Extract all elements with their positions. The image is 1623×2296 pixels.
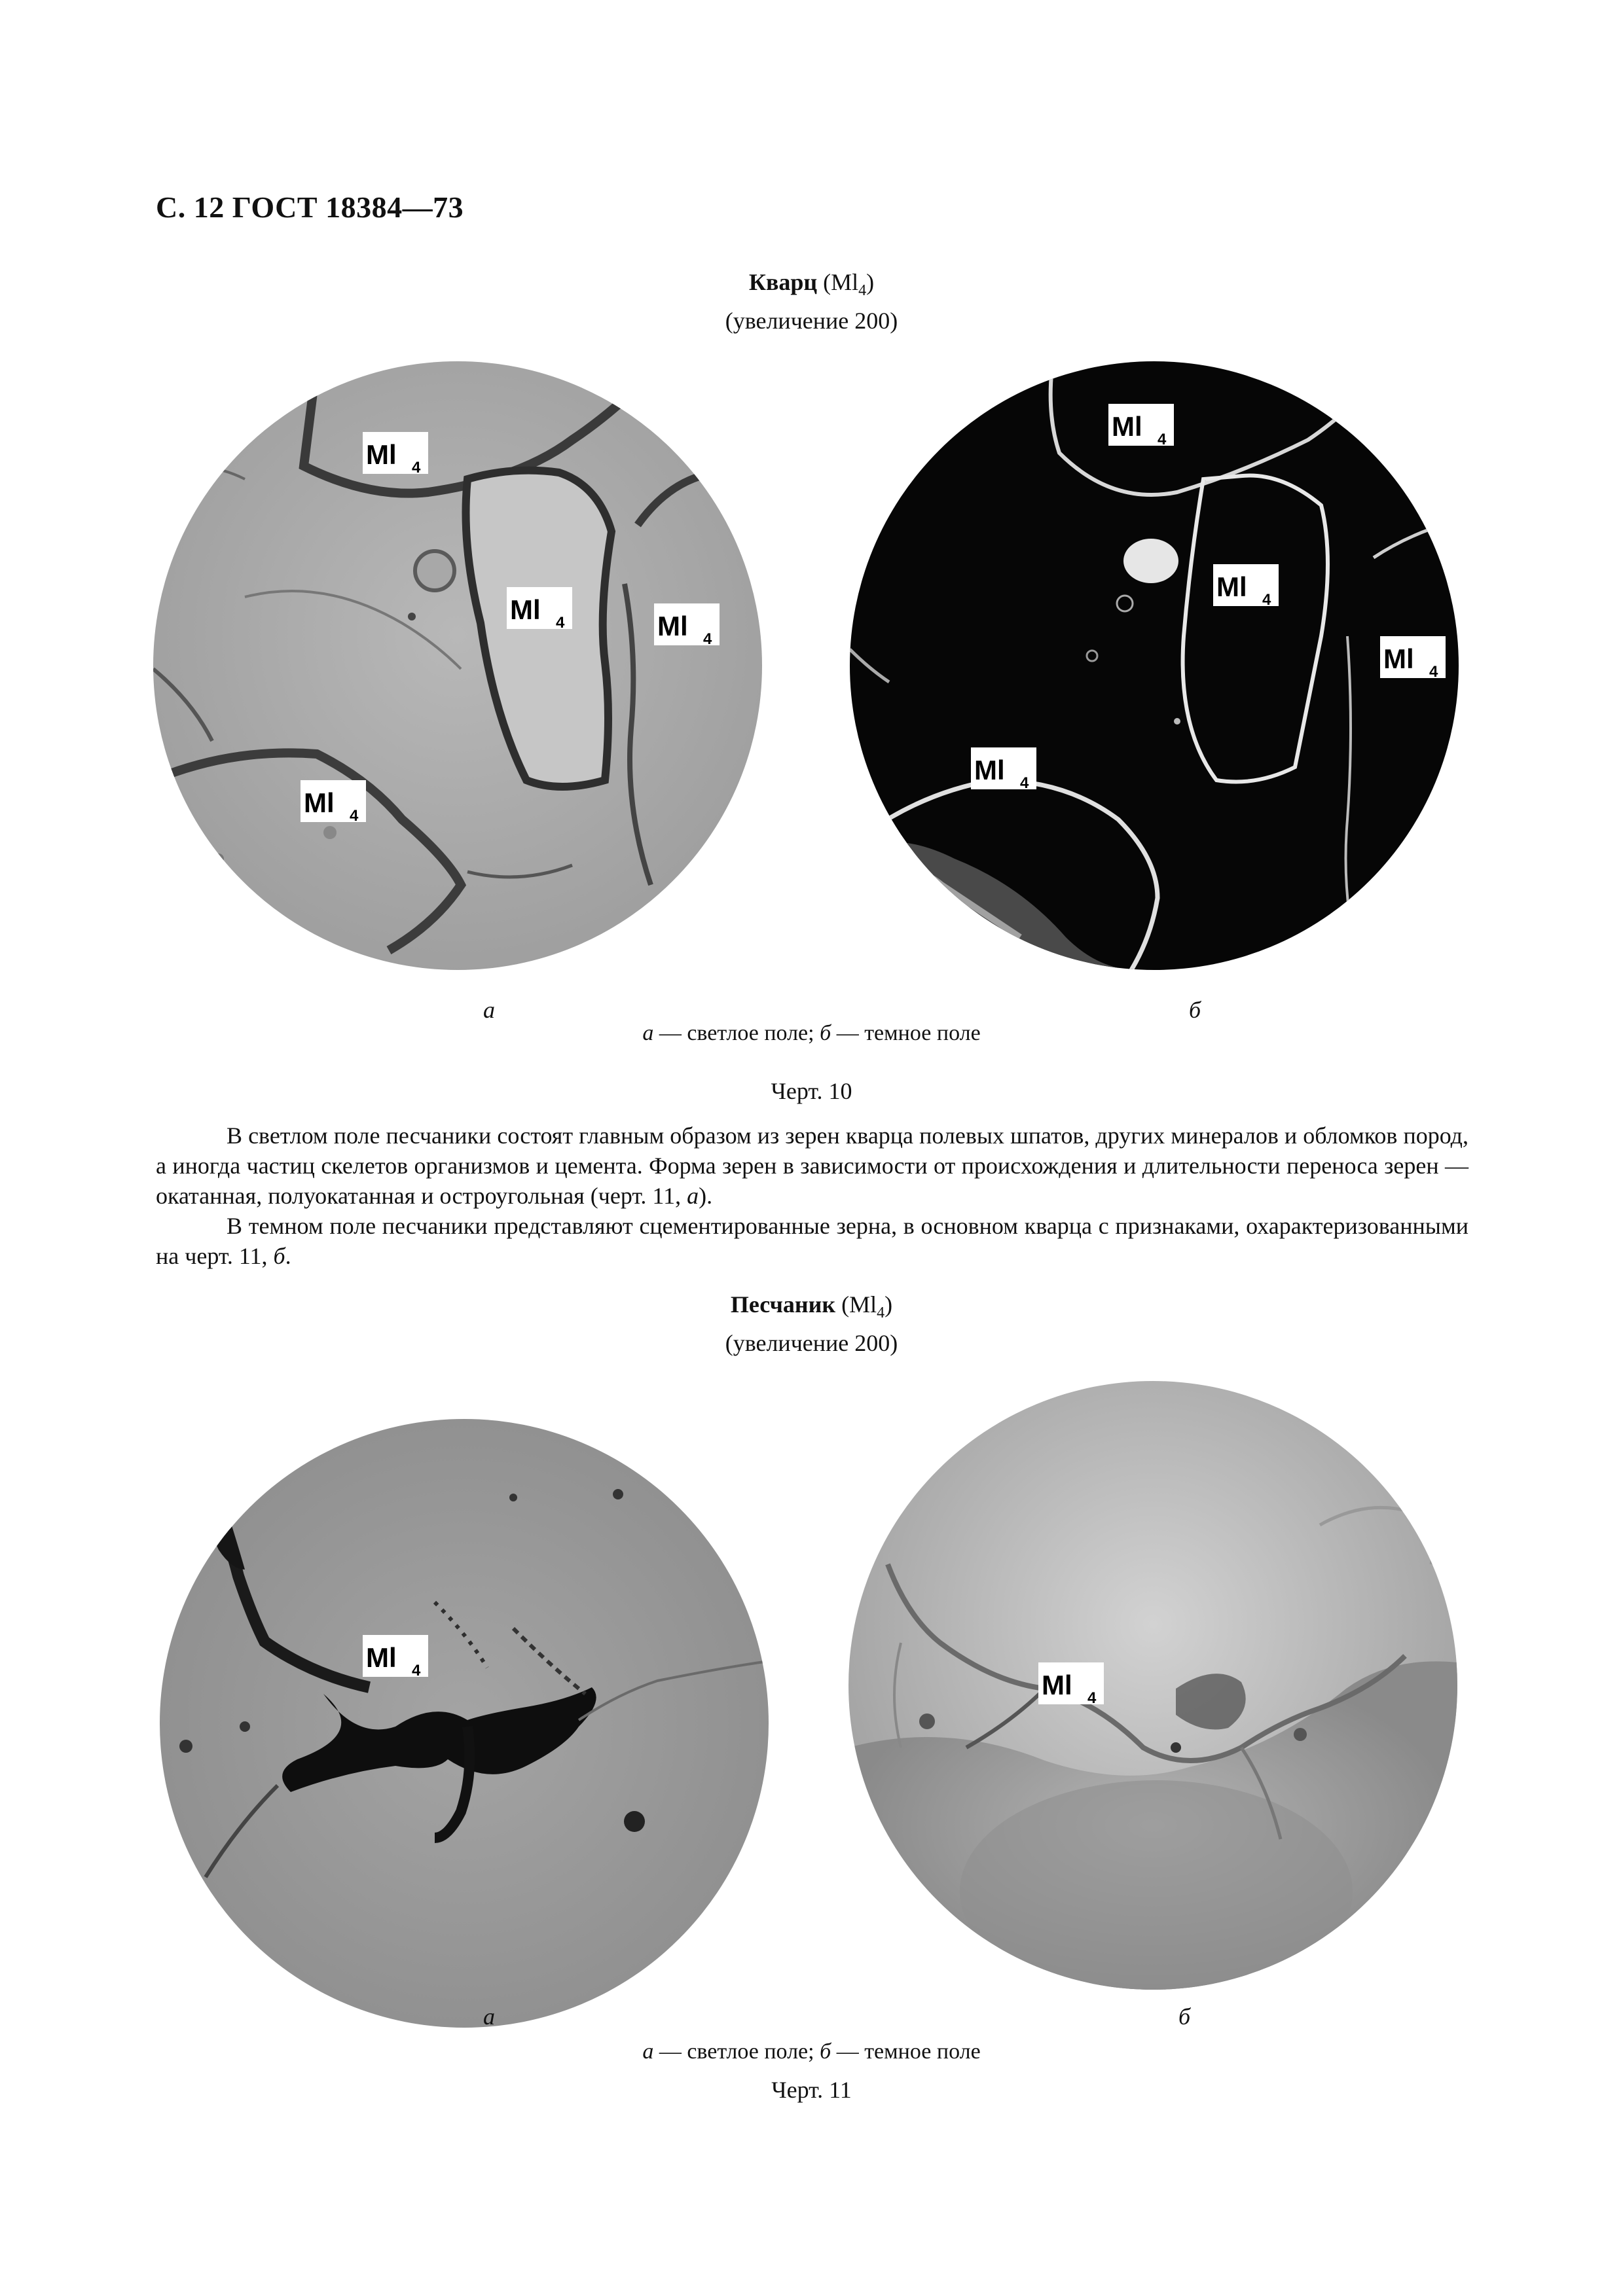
grain-label-3 bbox=[1380, 636, 1446, 681]
grain-label-text: Ml bbox=[657, 611, 688, 641]
grain-label-text: Ml bbox=[304, 787, 335, 818]
grain-label-sub: 4 bbox=[412, 459, 421, 476]
grain-label-text: Ml bbox=[366, 1642, 397, 1673]
figure11-letter-b: б bbox=[1178, 2003, 1191, 2030]
grain-label-sub: 4 bbox=[556, 614, 565, 632]
figure10-letter-b: б bbox=[1189, 997, 1201, 1023]
grain-label-2 bbox=[1213, 564, 1279, 609]
grain-label-text: Ml bbox=[1042, 1670, 1072, 1700]
grain-label-1 bbox=[1038, 1662, 1104, 1707]
micrograph-sandstone-dark-field bbox=[848, 1381, 1457, 1990]
grain-label-1 bbox=[363, 432, 428, 476]
figure11-title: Песчаник $(Ml_4)$ (увеличение 200) bbox=[725, 1291, 898, 1356]
grain-label-text: Ml bbox=[1216, 571, 1247, 602]
figure11-letter-a: а bbox=[483, 2003, 495, 2030]
figure10-title: Кварц $(Ml_4)$ (увеличение 200) bbox=[725, 269, 898, 334]
grain-label-1 bbox=[1108, 404, 1174, 448]
micrograph-quartz-bright-field bbox=[153, 361, 762, 970]
grain-label-2 bbox=[507, 587, 572, 632]
paragraph-1: В светлом поле песчаники состоят главным образом из зерен кварца полевых шпатов, других минералов и обломков пород, а иногда частиц скелетов организмов и цемента. Форма зерен в зависимости от происхождения и длительности переноса зерен — окатанная, полуокатанная и остроугольная (черт. 11, а). bbox=[156, 1122, 1468, 1209]
grain-label-text: Ml bbox=[974, 755, 1005, 785]
grain-label-sub: 4 bbox=[1429, 663, 1438, 681]
micrograph-quartz-dark-field bbox=[850, 361, 1459, 970]
grain-label-text: Ml bbox=[1112, 411, 1142, 442]
figure10-legend: а — светлое поле; б — темное поле bbox=[642, 1021, 981, 1045]
figure11-caption: Черт. 11 bbox=[771, 2077, 852, 2103]
figure11-magnification: (увеличение 200 bbox=[725, 1330, 890, 1356]
figure11-legend: а — светлое поле; б — темное поле bbox=[642, 2039, 981, 2064]
grain-label-sub: 4 bbox=[703, 630, 712, 648]
grain-label-sub: 4 bbox=[350, 807, 359, 825]
grain-label-4 bbox=[301, 780, 366, 825]
grain-label-3 bbox=[654, 603, 720, 648]
body-text bbox=[156, 1121, 1468, 1271]
grain-label-sub: 4 bbox=[1020, 774, 1029, 792]
figure11-title-bold: Песчаник bbox=[730, 1291, 836, 1318]
grain-label-text: Ml bbox=[1383, 643, 1414, 674]
page-header: С. 12 ГОСТ 18384—73 bbox=[156, 190, 464, 224]
grain-label-4 bbox=[971, 747, 1036, 792]
figure10-letter-a: а bbox=[483, 997, 495, 1023]
micrograph-sandstone-bright-field bbox=[160, 1419, 769, 2028]
figure10-magnification: (увеличение 200 bbox=[725, 308, 890, 334]
grain-label-sub: 4 bbox=[1158, 431, 1167, 448]
figure10-caption: Черт. 10 bbox=[771, 1078, 852, 1104]
grain-label-sub: 4 bbox=[412, 1662, 421, 1679]
grain-label-sub: 4 bbox=[1262, 591, 1271, 609]
paragraph-2: В темном поле песчаники представляют сцементированные зерна, в основном кварца с признаками, охарактеризованными на черт. 11, б. bbox=[156, 1213, 1468, 1269]
grain-label-1 bbox=[363, 1635, 428, 1679]
grain-label-text: Ml bbox=[366, 439, 397, 470]
grain-label-sub: 4 bbox=[1087, 1689, 1097, 1707]
grain-label-text: Ml bbox=[510, 594, 541, 625]
figure10-title-bold: Кварц bbox=[748, 269, 818, 295]
